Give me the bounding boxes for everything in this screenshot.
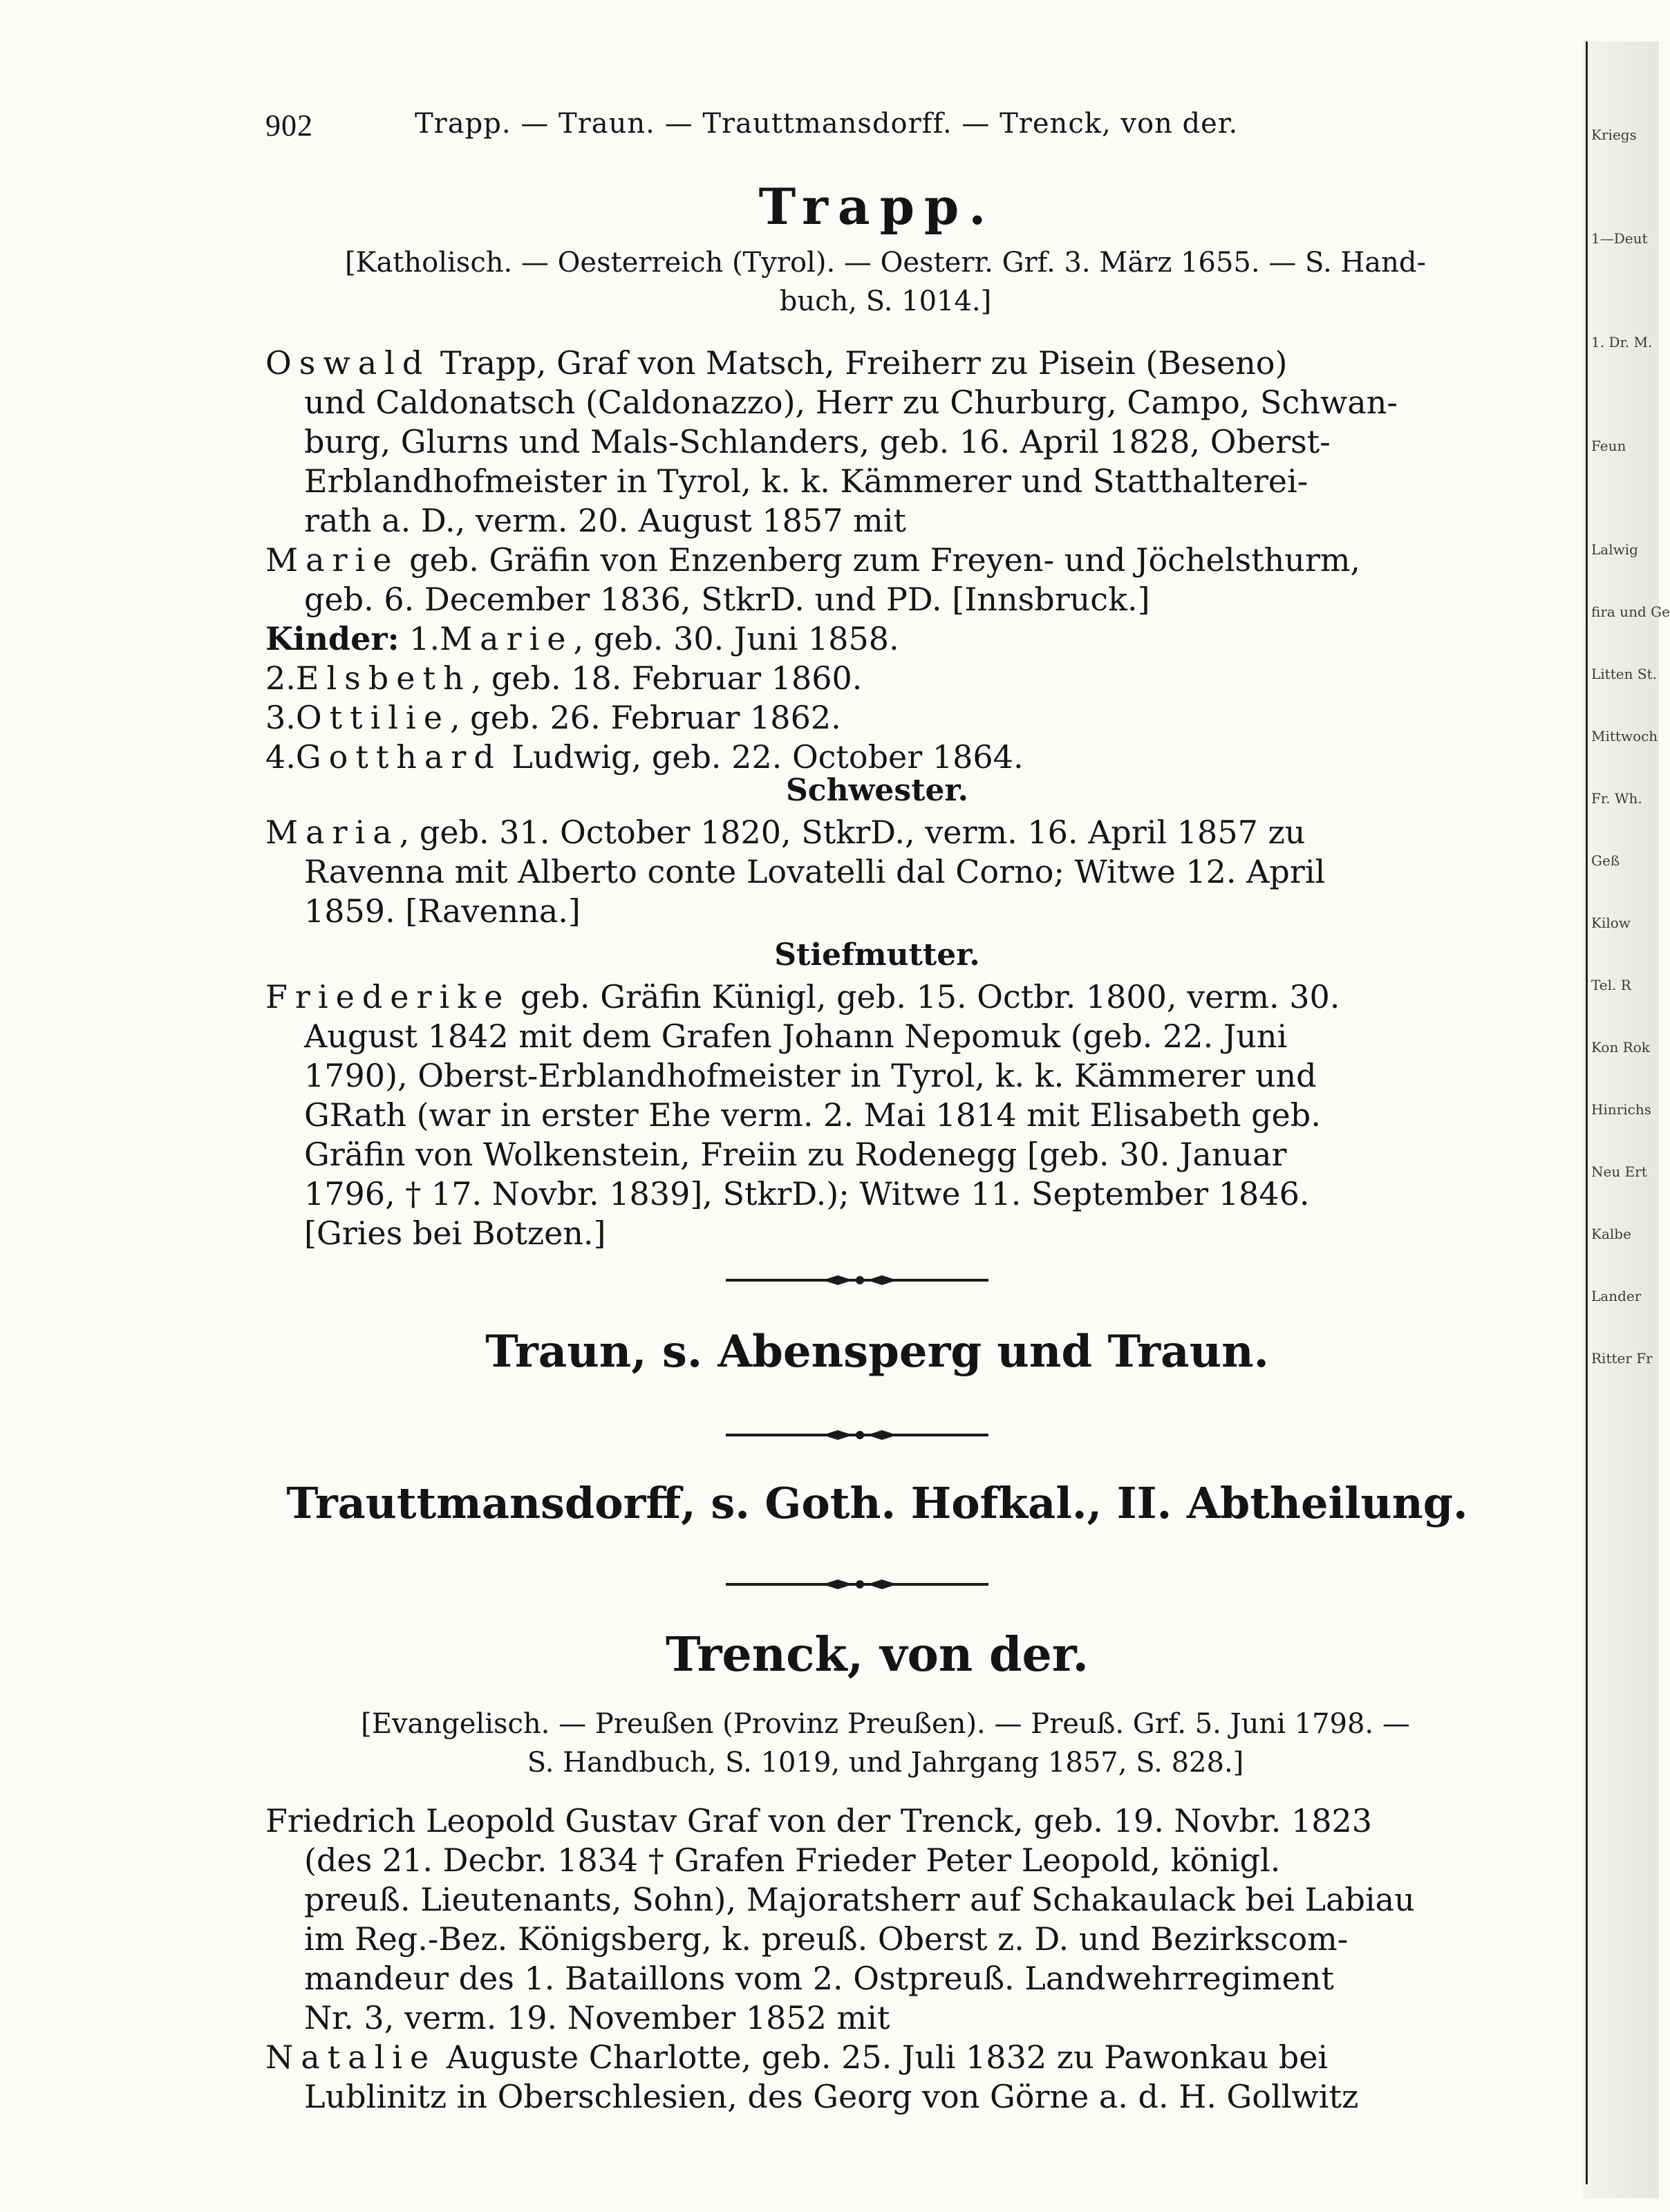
adjacent-page-fragment: Ritter Fr (1591, 1350, 1653, 1367)
entry-line: Ravenna mit Alberto conte Lovatelli dal Corno; Witwe 12. April (304, 853, 1326, 890)
child-name: Elsbeth (295, 659, 471, 697)
entry-name: Maria (265, 814, 400, 851)
trenck-spouse-entry (265, 2038, 1489, 2117)
adjacent-page-fragment: Tel. R (1591, 977, 1631, 993)
trapp-meta-line: buch, S. 1014.] (779, 285, 992, 317)
entry-line: mandeur des 1. Bataillons vom 2. Ostpreuß. Landwehrregiment (304, 1960, 1334, 1997)
child-line: Kinder: 1.Marie, geb. 30. Juni 1858. (265, 620, 899, 657)
entry-line: und Caldonatsch (Caldonazzo), Herr zu Churburg, Campo, Schwan- (304, 384, 1398, 421)
entry-name: Marie (265, 541, 400, 579)
entry-line: Lublinitz in Oberschlesien, des Georg von Görne a. d. H. Gollwitz (304, 2078, 1359, 2115)
section-title-trenck: Trenck, von der. (665, 1627, 1089, 1683)
entry-line: (des 21. Decbr. 1834 † Grafen Frieder Peter Leopold, königl. (304, 1841, 1281, 1879)
adjacent-page-fragment: Kilow (1591, 915, 1631, 931)
ornamental-divider (726, 1577, 988, 1591)
entry-line: Marie geb. Gräfin von Enzenberg zum Freyen- und Jöchelsthurm, (265, 541, 1361, 579)
entry-line: Friederike geb. Gräfin Künigl, geb. 15. Octbr. 1800, verm. 30. (265, 978, 1340, 1015)
trenck-head-entry (265, 1801, 1489, 2038)
adjacent-page-fragment: 1. Dr. M. (1591, 334, 1653, 350)
adjacent-page-fragment: Feun (1591, 438, 1626, 454)
entry-line: preuß. Lieutenants, Sohn), Majoratsherr auf Schakaulack bei Labiau (304, 1881, 1415, 1918)
child-line: 4.Gotthard Ludwig, geb. 22. October 1864. (265, 738, 1024, 776)
adjacent-page-fragment: Kalbe (1591, 1226, 1631, 1242)
section-title-traun: Traun, s. Abensperg und Traun. (485, 1326, 1269, 1378)
entry-name: Friederike (265, 978, 511, 1015)
ornamental-divider (726, 1428, 988, 1442)
entry-line: Friedrich Leopold Gustav Graf von der Trenck, geb. 19. Novbr. 1823 (265, 1802, 1373, 1839)
entry-name: Oswald (265, 344, 431, 382)
running-head (265, 104, 1344, 152)
entry-line: burg, Glurns und Mals-Schlanders, geb. 16. April 1828, Oberst- (304, 423, 1331, 460)
adjacent-page-fragment: Litten St. (1591, 666, 1657, 682)
entry-line: GRath (war in erster Ehe verm. 2. Mai 1814 mit Elisabeth geb. (304, 1096, 1321, 1134)
child-name: Ottilie (295, 699, 450, 736)
adjacent-page-fragment: Hinrichs (1591, 1101, 1652, 1118)
entry-line: Natalie Auguste Charlotte, geb. 25. Juli 1832 zu Pawonkau bei (265, 2038, 1329, 2076)
subhead-schwester: Schwester. (786, 773, 968, 808)
adjacent-page-fragment: Lander (1591, 1288, 1642, 1304)
entry-line: im Reg.-Bez. Königsberg, k. preuß. Oberst z. D. und Bezirkscom- (304, 1920, 1349, 1958)
entry-line: rath a. D., verm. 20. August 1857 mit (304, 502, 906, 539)
trenck-meta-line: S. Handbuch, S. 1019, und Jahrgang 1857, S. 828.] (527, 1747, 1244, 1779)
trenck-meta (274, 1705, 1497, 1782)
adjacent-page-fragment: Geß (1591, 852, 1620, 869)
trapp-children (265, 619, 1489, 777)
adjacent-page-fragment: fira und Ge (1591, 603, 1670, 620)
trenck-meta-line: [Evangelisch. — Preußen (Provinz Preußen). — Preuß. Grf. 5. Juni 1798. — (361, 1708, 1410, 1740)
trapp-stepmother-entry (265, 977, 1489, 1253)
adjacent-page-fragment: Neu Ert (1591, 1163, 1647, 1180)
trapp-meta-line: [Katholisch. — Oesterreich (Tyrol). — Oesterr. Grf. 3. März 1655. — S. Hand- (344, 247, 1427, 279)
entry-line: Nr. 3, verm. 19. November 1852 mit (304, 1999, 890, 2036)
entry-line: August 1842 mit dem Grafen Johann Nepomuk (geb. 22. Juni (304, 1018, 1288, 1055)
trapp-meta (274, 243, 1497, 321)
subhead-stiefmutter: Stiefmutter. (774, 937, 980, 973)
entry-line: 1859. [Ravenna.] (304, 892, 581, 930)
trapp-head-entry (265, 344, 1489, 541)
trapp-spouse-entry (265, 541, 1489, 619)
entry-line: Gräfin von Wolkenstein, Freiin zu Rodenegg [geb. 30. Januar (304, 1136, 1287, 1173)
adjacent-page-fragment: Mittwoch (1591, 728, 1658, 744)
ornamental-divider (726, 1273, 988, 1287)
trapp-sister-entry (265, 813, 1489, 931)
child-line: 3.Ottilie, geb. 26. Februar 1862. (265, 699, 841, 736)
entry-line: Erblandhofmeister in Tyrol, k. k. Kämmerer und Statthalterei- (304, 462, 1308, 500)
adjacent-page-fragment: Kon Rok (1591, 1039, 1650, 1056)
adjacent-page-fragment: Lalwig (1591, 541, 1638, 558)
running-head-text: Trapp. — Traun. — Trauttmansdorff. — Trenck, von der. (415, 108, 1239, 140)
adjacent-page-fragment: 1—Deut (1591, 230, 1648, 247)
section-title-trapp: Trapp. (758, 177, 996, 236)
adjacent-page-fragment: Fr. Wh. (1591, 790, 1642, 807)
adjacent-page-fragment: Kriegs (1591, 126, 1637, 143)
adjacent-page-rule (1586, 41, 1588, 2184)
children-label: Kinder: (265, 620, 400, 657)
entry-line: Maria, geb. 31. October 1820, StkrD., verm. 16. April 1857 zu (265, 814, 1306, 851)
page-number: 902 (265, 109, 313, 142)
entry-name: Natalie (265, 2038, 437, 2076)
section-title-trauttmansdorff: Trauttmansdorff, s. Goth. Hofkal., II. Abtheilung. (286, 1478, 1468, 1528)
adjacent-page-edge (1583, 41, 1670, 2198)
entry-line: Oswald Trapp, Graf von Matsch, Freiherr zu Pisein (Beseno) (265, 344, 1288, 382)
entry-line: geb. 6. December 1836, StkrD. und PD. [Innsbruck.] (304, 581, 1150, 618)
child-name: Marie (440, 620, 574, 657)
child-name: Gotthard (295, 738, 502, 776)
entry-line: 1796, † 17. Novbr. 1839], StkrD.); Witwe 11. September 1846. (304, 1175, 1310, 1212)
child-line: 2.Elsbeth, geb. 18. Februar 1860. (265, 659, 863, 697)
entry-line: [Gries bei Botzen.] (304, 1215, 606, 1252)
entry-line: 1790), Oberst-Erblandhofmeister in Tyrol, k. k. Kämmerer und (304, 1057, 1317, 1094)
